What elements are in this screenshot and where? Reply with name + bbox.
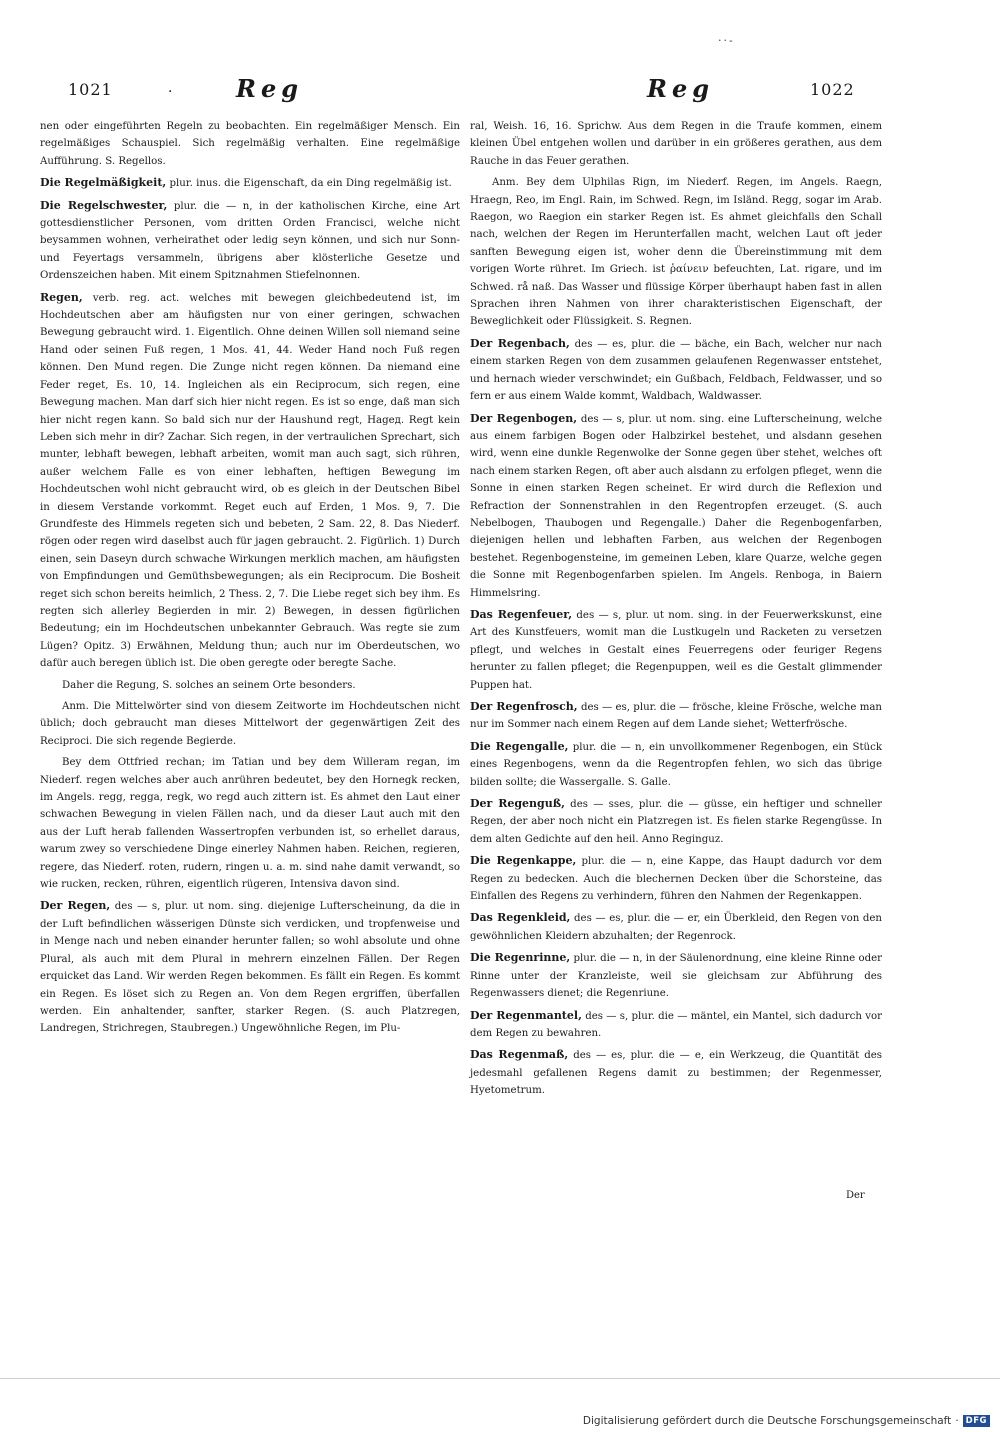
headword: Regen,	[40, 290, 83, 304]
left-page-header	[48, 74, 468, 110]
left-entry: Der Regen, des — s, plur. ut nom. sing. diejenige Lufterscheinung, da die in der Luft befindlichen wässerigen Dünste sich verdicken, und tropfenweise und in Menge nach und neben einander herunter fallen; so wohl absolute und ohne Plural, als auch mit dem Plural in mehrern einzelnen Fällen. Der Regen erquicket das Land. Wir werden Regen bekommen. Es fällt ein Regen. Es kommt ein Regen. Es löset sich zu Regen an. Von dem Regen ergriffen, überfallen werden. Ein anhaltender, sanfter, starker Regen. (S. auch Platzregen, Landregen, Strichregen, Staubregen.) Ungewöhnliche Regen, im Plu-	[40, 899, 460, 1035]
right-entry: Der Regenguß, des — sses, plur. die — güsse, ein heftiger und schneller Regen, der aber noch nicht ein Platzregen ist. Es fielen starke Regengüsse. In dem alten Gedichte auf den heil. Anno Reginguz.	[470, 797, 882, 845]
left-page-number: 1021	[68, 80, 113, 99]
right-entry: Anm. Bey dem Ulphilas Rign, im Niederf. Regen, im Angels. Raegn, Hraegn, Reo, im Engl. Rain, im Schwed. Regn, im Isländ. Regg, sogar im Arab. Raegon, wo Raegion ein starker Regen ist. Es ahmet gleichfalls den Schall nach, welchen der Regen im Herunterfallen macht, welchen Laut oft jeder sanften Bewegung eigen ist, woher denn die Übereinstimmung mit dem vorigen Worte rühret. Im Griech. ist ῥαίνειν befeuchten, Lat. rigare, und im Schwed. rå naß. Das Wasser und flüssige Körper überhaupt haben fast in allen Sprachen ihren Nahmen von ihrer charakteristischen Eigenschaft, der Beweglichkeit oder Flüssigkeit. S. Regnen.	[470, 177, 882, 328]
right-entry: Das Regenmaß, des — es, plur. die — e, ein Werkzeug, die Quantität des jedesmahl gefallenen Regens damit zu bestimmen; der Regenmesser, Hyetometrum.	[470, 1048, 882, 1097]
right-entry: Das Regenkleid, des — es, plur. die — er, ein Überkleid, den Regen von den gewöhnlichen Kleidern abzuhalten; der Regenrock.	[470, 911, 882, 942]
right-entry: Die Regengalle, plur. die — n, ein unvollkommener Regenbogen, ein Stück eines Regenbogens, wenn da die Regentropfen fehlen, wo sich das übrige bilden sollte; die Wassergalle. S. Galle.	[470, 739, 882, 788]
right-entry: Die Regenrinne, plur. die — n, in der Säulenordnung, eine kleine Rinne oder Rinne unter der Kranzleiste, weil sie gleichsam zur Abführung des Regenwassers dienet; die Regenriune.	[470, 951, 883, 1000]
left-header-keyword: Reg	[236, 74, 303, 103]
right-entry: Die Regenkappe, plur. die — n, eine Kappe, das Haupt dadurch vor dem Regen zu bedecken. Auch die blechernen Decken über die Schorsteine, das Einfallen des Regens zu verhindern, führen den Nahmen der Regenkappen.	[470, 854, 882, 903]
headword: Die Regelmäßigkeit,	[40, 176, 167, 190]
left-entry: Regen, verb. reg. act. welches mit bewegen gleichbedeutend ist, im Hochdeutschen aber am häufigsten nur von einer geringen, schwachen Bewegung gebraucht wird. 1. Eigentlich. Ohne deinen Willen soll niemand seine Hand oder seinen Fuß regen, 1 Mos. 41, 44. Weder Hand noch Fuß regen können. Den Mund regen. Die Zunge nicht regen können. Da niemand eine Feder reget, Es. 10, 14. Ingleichen als ein Reciprocum, sich regen, eine Bewegung machen. Man darf sich hier nicht regen. Es ist so enge, daß man sich hier nicht regen kann. So bald sich nur der Haushund regt, Hagед. Regt kein Leben sich mehr in dir? Zachar. Sich regen, in der vertraulichen Sprechart, sich munter, lebhaft bewegen, lebhaft arbeiten, womit man auch sagt, sich rühren, außer welchem Falle es von einer lebhaften, heftigen Bewegung im Hochdeutschen wohl nicht gebraucht wird, ob es gleich in der Deutschen Bibel in diesem Verstande vorkommt. Reget euch auf Erden, 1 Mos. 9, 7. Die Grundfeste des Himmels regeten sich und bebeten, 2 Sam. 22, 8. Das Niederf. rögen oder regen wird daselbst auch für jagen gebraucht. 2. Figürlich. 1) Durch einen, sein Daseyn durch schwache Wirkungen merklich machen, am häufigsten von Empfindungen und Gemüthsbewegungen; als ein Reciprocum. Die Bosheit reget sich schon bereits heimlich, 2 Thess. 2, 7. Die Liebe reget sich bey ihm. Es regten sich allerley Begierden in mir. 2) Bewegen, in dessen figürlichen Bedeutung; ein im Hochdeutschen unbekannter Gebrauch. Was regte sie zum Lügen? Opitz. 3) Erwähnen, Meldung thun; auch nur im Oberdeutschen, wo dafür auch beregen üblich ist. Die oben geregte oder beregte Sache.	[40, 290, 460, 670]
dfg-logo: DFG	[963, 1415, 990, 1427]
right-entry: Der Regenbach, des — es, plur. die — bäche, ein Bach, welcher nur nach einem starken Regen von dem zusammen gelaufenen Regenwasser entstehet, und hernach wieder verschwindet; ein Gußbach, Feldbach, Feldwasser, und so fern er aus einem Walde kommt, Waldbach, Waldwasser.	[470, 336, 882, 403]
left-header-separator: ·	[168, 84, 173, 100]
headword: Der Regen,	[40, 899, 111, 913]
left-entry: Bey dem Ottfried rechan; im Tatian und bey dem Willeram regan, im Niederf. regen welches aber auch anrühren bedeutet, bey den Hornegk recken, im Angels. regg, regga, regk, wo regd auch zittern ist. Es ahmet den Laut einer schwachen Bewegung in vielen Fällen nach, und da dieser Laut auch mit den aus der Luft herab fallenden Wassertropfen verbunden ist, so erhellet daraus, warum zwey so verschiedene Dinge einerley Nahmen haben. Reichen, regieren, regere, das Niederf. roten, rudern, ringen u. a. m. sind nahe damit verwandt, so wie rucken, recken, rühren, eigentlich rügeren, Intensiva davon sind.	[40, 757, 460, 891]
headword: Die Regenrinne,	[470, 951, 571, 965]
footer-separator: ·	[955, 1415, 959, 1427]
headword: Die Regengalle,	[470, 739, 569, 753]
left-entry: Anm. Die Mittelwörter sind von diesem Zeitworte im Hochdeutschen nicht üblich; doch gebraucht man dieses Mittelwort der gegenwärtigen Zeit des Reciproci. Die sich regende Begierde.	[40, 701, 460, 747]
headword: Der Regenfrosch,	[470, 700, 578, 713]
left-entry: Die Regelmäßigkeit, plur. inus. die Eigenschaft, da ein Ding regelmäßig ist.	[40, 176, 452, 190]
right-entry: Der Regenmantel, des — s, plur. die — mäntel, ein Mantel, sich dadurch vor dem Regen zu bewahren.	[470, 1008, 882, 1039]
right-entry: Der Regenbogen, des — s, plur. ut nom. sing. eine Lufterscheinung, welche aus einem farbigen Bogen oder Halbzirkel bestehet, und alsdann gesehen wird, wenn eine dunkle Regenwolke der Sonne gegen über stehet, welches oft nach einem starken Regen, oft aber auch alsdann zu erfolgen pfleget, wenn die Sonne in einen starken Regen scheinet. Er wird durch die Reflexion und Refraction der Sonnenstrahlen in den Regentropfen erzeuget. (S. auch Nebelbogen, Thaubogen und Regengalle.) Daher die Regenbogenfarben, diejenigen hellen und lebhaften Farben, aus welchen der Regenbogen bestehet. Regenbogensteine, im gemeinen Leben, klare Quarze, welche gegen die Sonne mit Regenbogenfarben spielen. Im Angels. Renboga, in Baiern Himmelsring.	[470, 411, 882, 599]
left-column	[40, 118, 460, 1042]
right-entry: Der Regenfrosch, des — es, plur. die — frösche, kleine Frösche, welche man nur im Sommer nach einem Regen auf dem Lande siehet; Wetterfrösche.	[470, 700, 882, 731]
digitization-footer	[583, 1414, 990, 1428]
catchword: Der	[846, 1190, 865, 1201]
right-entry: Das Regenfeuer, des — s, plur. ut nom. sing. in der Feuerwerkskunst, eine Art des Kunstfeuers, womit man die Lustkugeln und Racketen zu versetzen pflegt, und welches in Gestalt eines Feuerregens oder feuriger Regens herunter zu fallen pfleget; die Regenpuppen, weil es die Gestalt glimmender Puppen hat.	[470, 607, 882, 691]
headword: Der Regenbogen,	[470, 411, 578, 425]
headword: Das Regenfeuer,	[470, 607, 573, 621]
right-header-keyword: Reg	[647, 74, 714, 103]
headword: Der Regenguß,	[470, 797, 565, 811]
headword: Der Regenmantel,	[470, 1008, 582, 1022]
left-entry: nen oder eingeführten Regeln zu beobachten. Ein regelmäßiger Mensch. Ein regelmäßiges Schauspiel. Sich regelmäßig verhalten. Eine regelmäßige Aufführung. S. Regellos.	[40, 121, 460, 167]
right-column	[470, 118, 882, 1104]
headword: Das Regenmaß,	[470, 1048, 569, 1062]
top-mark: ··-	[718, 34, 735, 47]
headword: Die Regelschwester,	[40, 198, 168, 212]
headword: Die Regenkappe,	[470, 854, 577, 868]
right-page-number: 1022	[810, 80, 855, 99]
footer-text: Digitalisierung gefördert durch die Deutsche Forschungsgemeinschaft	[582, 1415, 952, 1427]
left-entry: Daher die Regung, S. solches an seinem Orte besonders.	[62, 679, 356, 691]
headword: Der Regenbach,	[470, 336, 570, 350]
left-entry: Die Regelschwester, plur. die — n, in der katholischen Kirche, eine Art gottesdienstlicher Personen, vom dritten Orden Francisci, welche nicht beysammen wohnen, verheirathet oder ledig seyn können, und sich nur Sonn- und Feyertags versammeln, übrigens aber klösterliche Gesetze und Ordenszeichen haben. Mit einem Spitznahmen Stiefelnonnen.	[40, 198, 460, 282]
footer-divider	[0, 1378, 1000, 1379]
headword: Das Regenkleid,	[470, 911, 571, 925]
right-entry: ral, Weish. 16, 16. Sprichw. Aus dem Regen in die Traufe kommen, einem kleinen Übel entgehen wollen und darüber in ein größeres gerathen, aus dem Rauche in das Feuer gerathen.	[470, 121, 882, 167]
right-page-header	[512, 74, 952, 110]
